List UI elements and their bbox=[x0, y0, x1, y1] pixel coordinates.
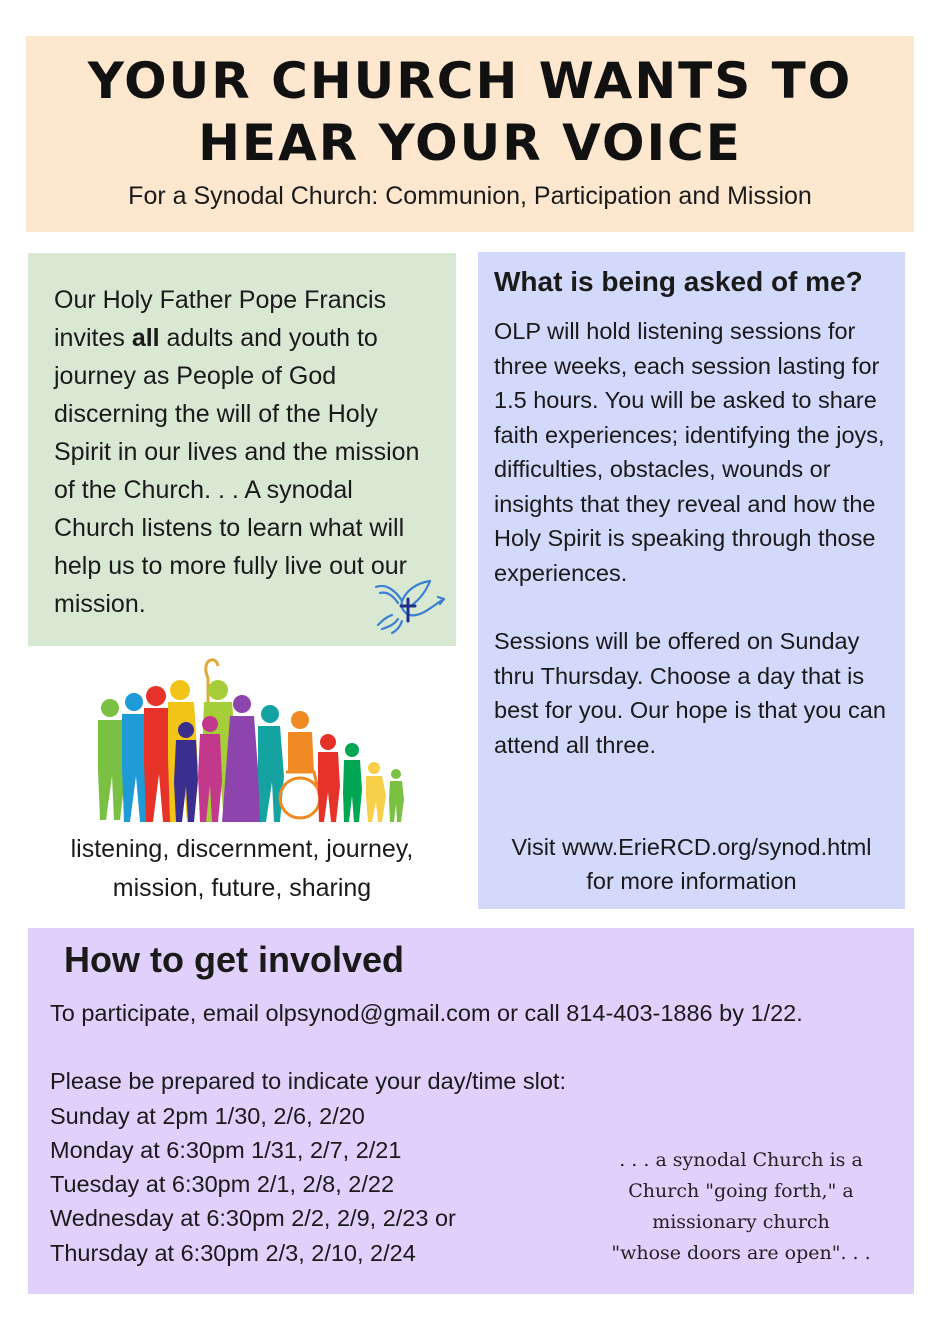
silhouette-group bbox=[98, 660, 404, 822]
quote-line: Church "going forth," a bbox=[628, 1180, 854, 1202]
quote-line: missionary church bbox=[652, 1211, 830, 1233]
visit-line-2: for more information bbox=[586, 868, 797, 894]
synodal-quote bbox=[598, 1145, 884, 1269]
header-banner bbox=[26, 36, 914, 232]
slot-item: Sunday at 2pm 1/30, 2/6, 2/20 bbox=[50, 1102, 365, 1129]
asked-paragraph-1: OLP will hold listening sessions for three weeks, each session lasting for 1.5 hours. You will be asked to share faith experiences; identifying the joys, difficulties, obstacles, wounds or insights that they reveal and how the Holy Spirit is speaking through those experiences. bbox=[494, 318, 885, 586]
visit-line-1: Visit www.ErieRCD.org/synod.html bbox=[511, 834, 872, 860]
prepare-line: Please be prepared to indicate your day/time slot: bbox=[50, 1068, 566, 1095]
page-title bbox=[26, 36, 914, 174]
caption-line-2: mission, future, sharing bbox=[112, 874, 372, 902]
keywords-caption bbox=[28, 830, 456, 908]
asked-heading: What is being asked of me? bbox=[494, 266, 863, 297]
title-line-2: HEAR YOUR VOICE bbox=[198, 114, 742, 172]
caption-line-1: listening, discernment, journey, bbox=[70, 835, 414, 863]
title-line-1: YOUR CHURCH WANTS TO bbox=[87, 52, 853, 110]
slot-item: Thursday at 6:30pm 2/3, 2/10, 2/24 bbox=[50, 1239, 416, 1266]
intro-text-bold: all bbox=[131, 324, 160, 352]
visit-info bbox=[478, 830, 905, 898]
people-journey-illustration bbox=[90, 650, 410, 830]
intro-text-before: Our Holy Father Pope Francis invites bbox=[54, 286, 387, 352]
slot-item: Wednesday at 6:30pm 2/2, 2/9, 2/23 or bbox=[50, 1205, 456, 1232]
page-subtitle: For a Synodal Church: Communion, Participation and Mission bbox=[128, 182, 812, 210]
involved-heading: How to get involved bbox=[64, 939, 405, 980]
asked-box bbox=[478, 252, 905, 909]
contact-line: To participate, email olpsynod@gmail.com or call 814-403-1886 by 1/22. bbox=[50, 1000, 803, 1026]
dove-cross-icon bbox=[372, 577, 448, 635]
asked-paragraph-2: Sessions will be offered on Sunday thru Thursday. Choose a day that is best for you. Our hope is that you can attend all three. bbox=[494, 628, 886, 758]
slot-item: Monday at 6:30pm 1/31, 2/7, 2/21 bbox=[50, 1136, 402, 1163]
slot-item: Tuesday at 6:30pm 2/1, 2/8, 2/22 bbox=[50, 1171, 395, 1198]
quote-line: "whose doors are open". . . bbox=[611, 1242, 871, 1264]
quote-line: . . . a synodal Church is a bbox=[619, 1149, 863, 1171]
intro-text-after: adults and youth to journey as People of God discerning the will of the Holy Spirit in our lives and the mission of the Church. . . A synodal Church listens to learn what will help us to more fully live out our mission. bbox=[54, 324, 420, 618]
